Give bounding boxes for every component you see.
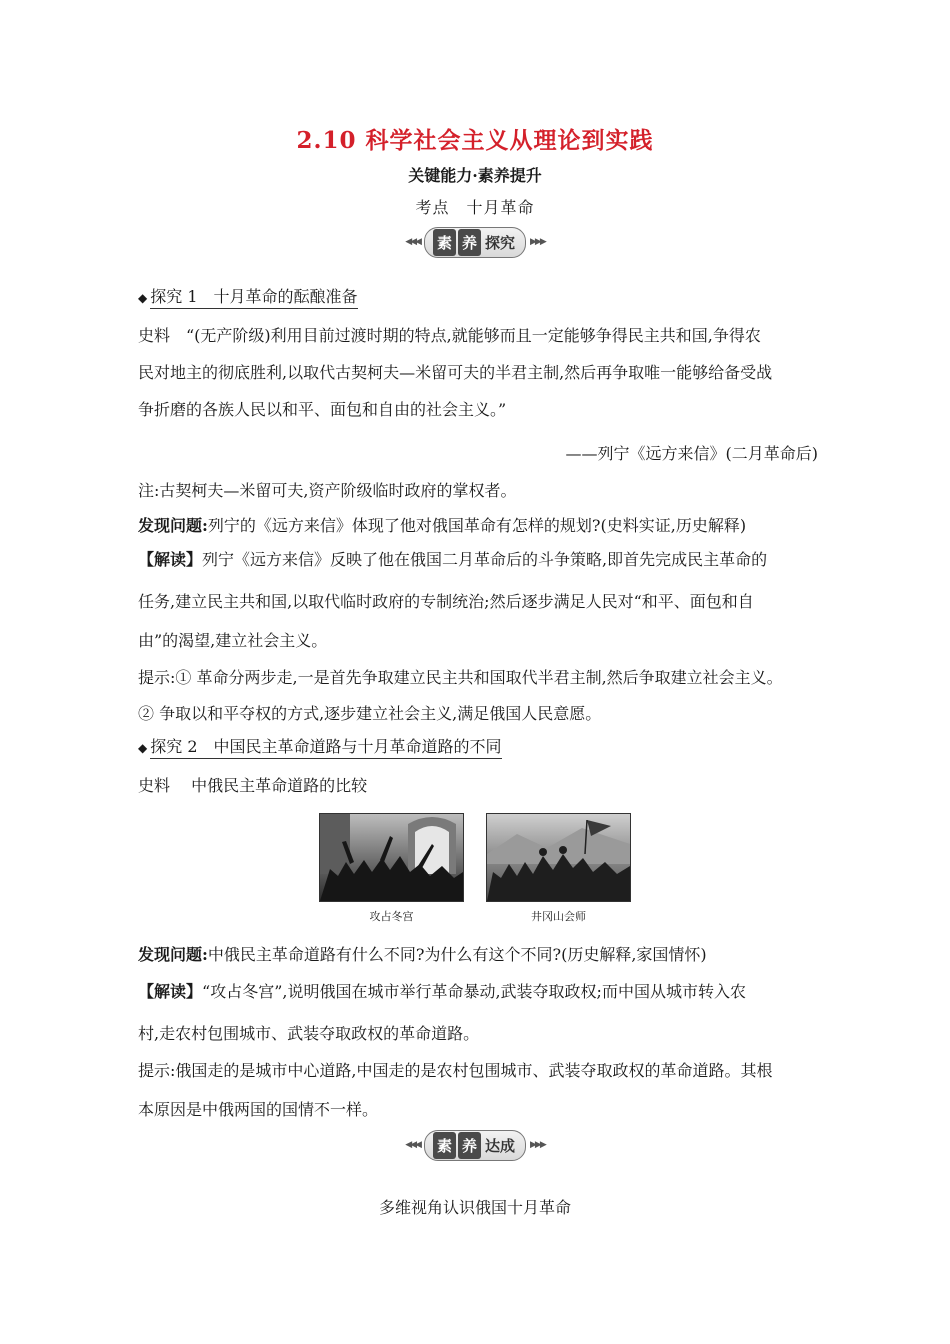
reading-line [138, 982, 818, 1002]
explore2-heading-text: 探究 2 中国民主革命道路与十月革命道路的不同 [150, 737, 501, 759]
hint-line: ② 争取以和平夺权的方式,逐步建立社会主义,满足俄国人民意愿。 [138, 704, 602, 723]
source-line: 争折磨的各族人民以和平、面包和自由的社会主义。” [138, 400, 507, 419]
comparison-images [0, 813, 950, 924]
image-caption: 攻占冬宫 [369, 910, 414, 923]
reading-text: 列宁《远方来信》反映了他在俄国二月革命后的斗争策略,即首先完成民主革命的 [202, 550, 768, 569]
banner-text: 探究 [485, 233, 516, 252]
closing-heading: 多维视角认识俄国十月革命 [378, 1198, 571, 1217]
reading-line: 任务,建立民主共和国,以取代临时政府的专制统治;然后逐步满足人民对“和平、面包和自 [138, 592, 754, 611]
hint-line: 提示:① 革命分两步走,一是首先争取建立民主共和国取代半君主制,然后争取建立社会主义。 [138, 668, 783, 687]
explore1-heading-text: 探究 1 十月革命的酝酿准备 [150, 287, 357, 309]
banner-badge [424, 1130, 526, 1161]
question-text: 列宁的《远方来信》体现了他对俄国革命有怎样的规划?(史料实证,历史解释) [207, 516, 747, 535]
winter-palace-photo [319, 813, 464, 902]
diamond-icon: ◆ [138, 741, 148, 755]
reading-text: “攻占冬宫”,说明俄国在城市举行革命暴动,武装夺取政权;而中国从城市转入农 [202, 982, 746, 1001]
reading-line: 村,走农村包围城市、武装夺取政权的革命道路。 [138, 1024, 480, 1043]
reading-line [138, 550, 818, 570]
source-line: 民对地主的彻底胜利,以取代古契柯夫—米留可夫的半君主制,然后再争取唯一能够给备受战 [138, 363, 773, 382]
right-arrows-icon: ▶▶▶ [530, 1140, 545, 1150]
topic-label: 考点 十月革命 [415, 198, 535, 217]
reading-line: 由”的渴望,建立社会主义。 [138, 631, 328, 650]
banner-char: 素 [433, 1132, 456, 1159]
image-winter-palace [319, 813, 464, 924]
question-text: 中俄民主革命道路有什么不同?为什么有这个不同?(历史解释,家国情怀) [207, 945, 707, 964]
question [138, 516, 818, 536]
right-arrows-icon: ▶▶▶ [530, 237, 545, 247]
banner-badge [424, 227, 526, 258]
question-label: 发现问题: [138, 945, 208, 964]
banner-explore [0, 228, 950, 256]
banner-achieve [0, 1131, 950, 1159]
reading-label: 【解读】 [138, 982, 203, 1001]
page-title: 2.10 科学社会主义从理论到实践 [296, 127, 654, 154]
explore1-heading [138, 287, 818, 308]
banner-char: 素 [433, 229, 456, 256]
source-line: 史料 “(无产阶级)利用目前过渡时期的特点,就能够而且一定能够争得民主共和国,争得农 [138, 326, 761, 345]
diamond-icon: ◆ [138, 291, 148, 305]
hint-line: 提示:俄国走的是城市中心道路,中国走的是农村包围城市、武装夺取政权的革命道路。其根 [138, 1061, 773, 1080]
note: 注:古契柯夫—米留可夫,资产阶级临时政府的掌权者。 [138, 481, 517, 500]
source-line: 史料 中俄民主革命道路的比较 [138, 776, 368, 795]
banner-char: 养 [458, 229, 481, 256]
reading-label: 【解读】 [138, 550, 203, 569]
left-arrows-icon: ◀◀◀ [405, 237, 420, 247]
banner-text: 达成 [485, 1136, 516, 1155]
image-caption: 井冈山会师 [531, 910, 586, 923]
image-jinggangshan [486, 813, 631, 924]
citation: ——列宁《远方来信》(二月革命后) [565, 444, 818, 463]
jinggangshan-photo [486, 813, 631, 902]
section-subtitle: 关键能力·素养提升 [408, 166, 542, 185]
hint-line: 本原因是中俄两国的国情不一样。 [138, 1100, 379, 1119]
question-label: 发现问题: [138, 516, 208, 535]
explore2-heading [138, 737, 818, 758]
left-arrows-icon: ◀◀◀ [405, 1140, 420, 1150]
banner-char: 养 [458, 1132, 481, 1159]
question [138, 945, 818, 965]
